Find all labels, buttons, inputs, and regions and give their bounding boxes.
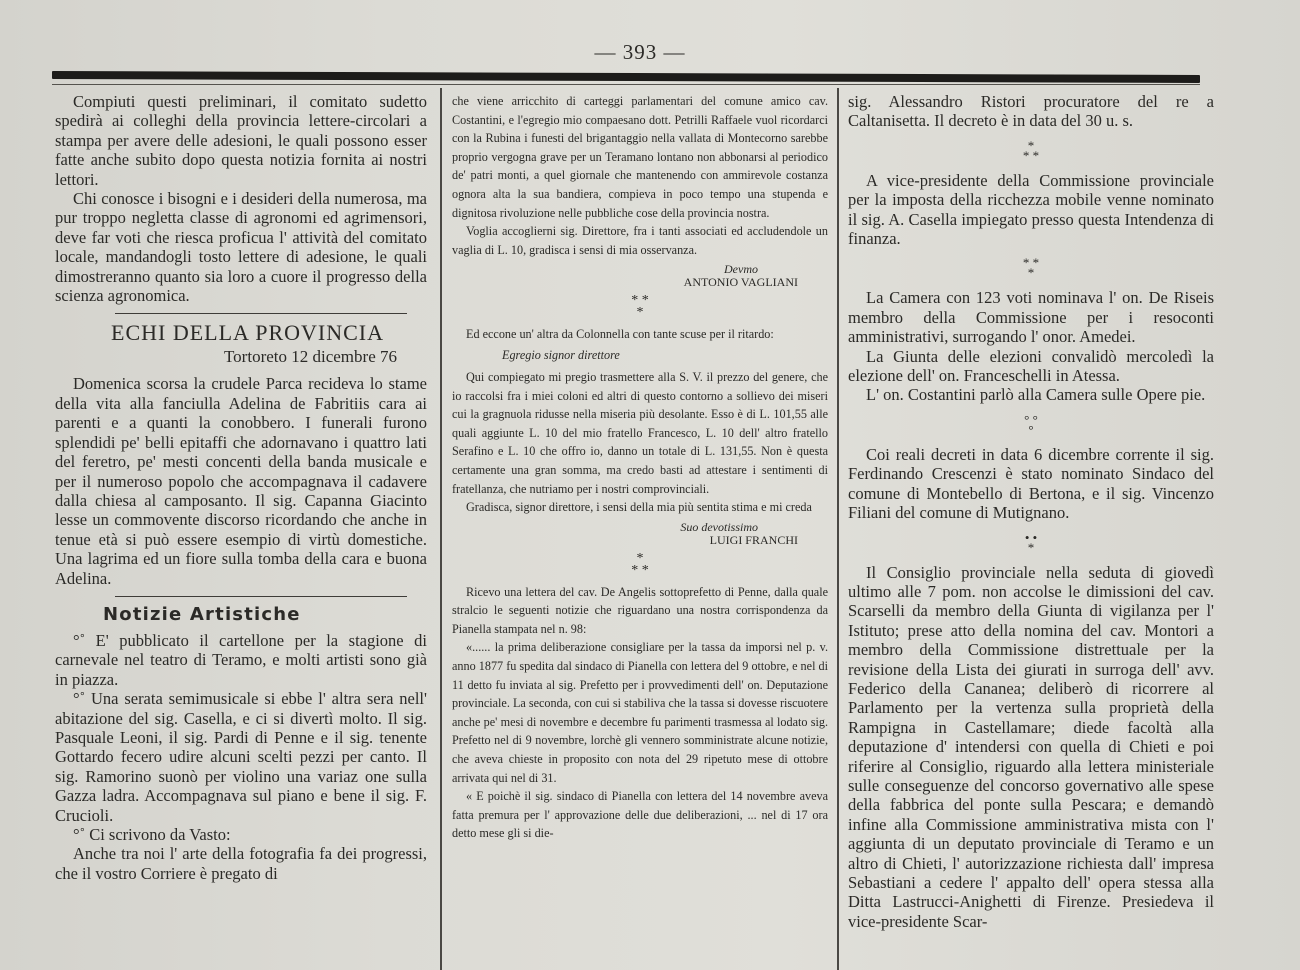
separator-stars: * * *	[631, 293, 649, 321]
column-3	[848, 92, 1214, 931]
paragraph: che viene arricchito di carteggi parlamentari del comune amico cav. Costantini, e l'egregio mio compaesano dott. Petrilli Raffaele vuol ricordarci con la Rubina i funesti del brigantaggio nella vallata di Montecorno sarebbe proprio vergogna grave per un Teramano lontano non abbonarsi al periodico de' patri monti, a quel giornale che mantenendo con ammirevole costanza ognora alta la sua bandiera, compieva in poco tempo una stupenda e dignitosa rivoluzione nelle pubbliche cose della provincia nostra.	[452, 94, 828, 220]
paragraph: Anche tra noi l' arte della fotografia fa dei progressi, che il vostro Corriere è pregato di	[55, 844, 427, 883]
paragraph: Gradisca, signor direttore, i sensi della mia più sentita stima e mi creda	[466, 500, 812, 515]
paragraph: Chi conosce i bisogni e i desideri della numerosa, ma pur troppo negletta classe di agronomi ed agrimensori, deve far voti che riesca proficua l' attività del comitato locale, mandandogli tosto lettere di adesione, le quali dimostreranno quanto sia loro a cuore il progresso della scienza agronomica.	[55, 189, 427, 306]
paragraph: °˚ Una serata semimusicale si ebbe l' altra sera nell' abitazione del sig. Casella, e ci si divertì molto. Il sig. Pasquale Leoni, il sig. Pardi di Penne e il sig. tenente Gottardo fecero udire alcuni scelti pezzi per canto. Il sig. Ramorino suonò per violino una variaz one sulla Gazza ladra. Accompagnava sul piano e bene il sig. F. Crucioli.	[55, 689, 427, 825]
separator-stars: * * *	[1022, 255, 1040, 281]
column-divider-1	[440, 88, 442, 970]
paragraph: Domenica scorsa la crudele Parca recideva lo stame della vita alla fanciulla Adelina de Fabritiis cara ai parenti e a quanti la conobbero. I funerali furono splendidi pe' belli epitaffi che adornavano i quattro lati del feretro, pe' mesti concenti della banda musicale e per il numeroso popolo che accompagnava il cadavere dalla chiesa al camposanto. Il sig. Capanna Giacinto lesse un commovente discorso ricordando che anche in tenue età si può essere esempio di virtù domestiche. Una lagrima ed un fiore sulla tomba della cara e buona Adelina.	[55, 374, 427, 588]
paragraph: L' on. Costantini parlò alla Camera sulle Opere pie.	[866, 385, 1206, 405]
column-divider-2	[837, 88, 839, 970]
paragraph: sig. Alessandro Ristori procuratore del re a Caltanisetta. Il decreto è in data del 30 u. s.	[848, 92, 1214, 131]
separator-stars: * * *	[1022, 137, 1040, 163]
signature-franchi	[452, 521, 798, 547]
paragraph: La Giunta delle elezioni convalidò mercoledì la elezione dell' on. Franceschelli in Atessa.	[848, 346, 1214, 386]
separator-stars: * * *	[631, 550, 649, 578]
page-number: — 393 —	[594, 40, 686, 64]
paragraph: Qui compiegato mi pregio trasmettere alla S. V. il prezzo del genere, che io raccolsi fra i miei coloni ed altri di questo contorno a sollievo dei miseri cui la gragnuola ridusse nella miseria più desolante. Esso è di L. 101,55 alle quali aggiunte L. 10 del mio fratello Francesco, L. 10 dell' altro fratello Serafino e L. 10 che offro io, danno un totale di L. 131,55. Non è questa certamente una gran somma, ma credo basti ad attestare i sentimenti di fratellanza, che nutriamo per i nostri comprovinciali.	[452, 369, 828, 496]
header-rule	[52, 71, 1200, 83]
paragraph: « E poichè il sig. sindaco di Pianella con lettera del 14 novembre aveva fatta premura per l' approvazione delle due deliberazioni, ... nel di 17 ora detto mese gli si die-	[452, 789, 828, 841]
column-1	[55, 92, 427, 883]
section-rule	[115, 596, 407, 597]
paragraph: «...... la prima deliberazione consigliare per la tassa da imporsi nel p. v. anno 1877 fu spedita dal sindaco di Pianella con lettera del 9 ottobre, e nel di 11 detto fu inviata al sig. Prefetto per i provvedimenti dell' on. Deputazione provinciale. La seconda, con cui si stabiliva che la tassa si dovesse riscuotere anche pe' mesi di novembre e decembre fu parimenti trasmessa al lodato sig. Prefetto nel di 9 novembre, lorchè gli vennero somministrate alcune notizie, che aveva chieste in proposito con nota del 29 ripetuto mese di ottobre arrivata qui nel di 31.	[452, 640, 828, 785]
signature-role: Devmo	[724, 262, 758, 277]
signature-role: Suo devotissimo	[680, 519, 758, 534]
paragraph: La Camera con 123 voti nominava l' on. De Riseis membro della Commissione per i resoconti amministrativi, surrogando l' onor. Amedei.	[848, 288, 1214, 347]
paragraph: A vice-presidente della Commissione provinciale per la imposta della ricchezza mobile venne nominato il sig. A. Casella impiegato presso questa Intendenza di finanza.	[848, 170, 1214, 249]
separator-dots: • • *	[1024, 529, 1038, 555]
dateline: Tortoreto 12 dicembre 76	[223, 347, 397, 367]
signature-name: ANTONIO VAGLIANI	[683, 275, 798, 290]
paragraph: Compiuti questi preliminari, il comitato sudetto spedirà ai colleghi della provincia lettere-circolari a stampa per avere delle adesioni, le quali possono esser fatte anche subito dopo questa notizia fornita ai nostri lettori.	[55, 92, 427, 189]
signature-vagliani	[452, 263, 798, 289]
separator-dots: ° ° °	[1024, 411, 1038, 437]
header-rule-thin	[52, 84, 1200, 85]
column-2	[452, 92, 828, 843]
paragraph: Ed eccone un' altra da Colonnella con tante scuse per il ritardo:	[466, 327, 774, 342]
paragraph: Il Consiglio provinciale nella seduta di giovedì ultimo alle 7 pom. non accolse le dimissioni del cav. Scarselli da membro della Giunta di vigilanza per l' Istituto; prese atto della nomina del cav. Montori a membro della Commissione distrettuale per la revisione della Lista dei giurati in surroga dell' avv. Federico della Cananea; deliberò di ricorrere al Parlamento per la vertenza sulla proprietà della Rampigna in Castellamare; diede facoltà alla deputazione d' intendersi con quella di Chieti e poi riferire al Consiglio, riguardo alla lettera ministeriale sulle conseguenze del concorso governativo alle spese della fabbrica del ponte sulla Pescara; e demandò infine alla Commissione amministrativa mista con l' aggiunta di un deputato provinciale di Teramo e un altro di Chieti, l' autorizzazione richiesta dall' impresa Sebastiani a cedere l' appalto dell' opera stessa alla Ditta Lastrucci-Anighetti di Firenze. Presiedeva il vice-presidente Scar-	[848, 562, 1214, 931]
paragraph: °˚ E' pubblicato il cartellone per la stagione di carnevale nel teatro di Teramo, e molti artisti sono già in piazza.	[55, 630, 427, 689]
signature-name: LUIGI FRANCHI	[709, 532, 798, 547]
paragraph: Coi reali decreti in data 6 dicembre corrente il sig. Ferdinando Crescenzi è stato nominato Sindaco del comune di Montebello di Bertona, e il sig. Vincenzo Filiani del comune di Mutignano.	[848, 444, 1214, 523]
section-rule	[115, 313, 407, 314]
section-title-notizie: Notizie Artistiche	[103, 603, 301, 625]
paragraph: Ricevo una lettera del cav. De Angelis sottoprefetto di Penne, dalla quale stralcio le seguenti notizie che riguardano una nostra corrispondenza da Pianella stampata nel n. 98:	[452, 584, 828, 636]
salutation: Egregio signor direttore	[502, 347, 620, 362]
section-title-echi: ECHI DELLA PROVINCIA	[111, 320, 384, 346]
paragraph: °˚ Ci scrivono da Vasto:	[73, 825, 231, 844]
paragraph: Voglia accoglierni sig. Direttore, fra i tanti associati ed accludendole un vaglia di L. 10, gradisca i sensi di mia osservanza.	[452, 224, 828, 257]
